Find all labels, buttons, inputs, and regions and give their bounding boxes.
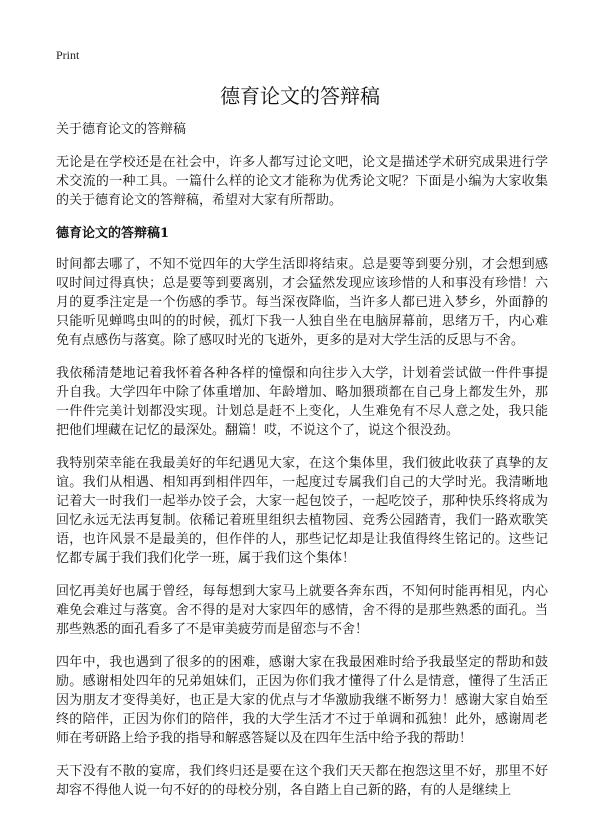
- body-paragraph: 回忆再美好也属于曾经，每每想到大家马上就要各奔东西，不知何时能再相见，内心难免会难过与落寞。舍不得的是对大家四年的感情，舍不得的是那些熟悉的面孔。当那些熟悉的面孔看多了不是审美疲劳而是留恋与不舍！: [56, 584, 548, 637]
- document-title: 德育论文的答辩稿: [220, 84, 380, 108]
- intro-paragraph: 无论是在学校还是在社会中，许多人都写过论文吧，论文是描述学术研究成果进行学术交流的一种工具。一篇什么样的论文才能称为优秀论文呢？下面是小编为大家收集的关于德育论文的答辩稿，希望对大家有所帮助。: [56, 155, 548, 208]
- section-heading: 德育论文的答辩稿1: [56, 226, 170, 241]
- body-paragraph: 天下没有不散的宴席，我们终归还是要在这个我们天天都在抱怨这里不好，那里不好却容不得他人说一句不好的的母校分别，各自踏上自己新的路，有的人是继续上: [56, 764, 548, 798]
- document-subtitle: 关于德育论文的答辩稿: [56, 122, 187, 137]
- body-paragraph: 我特别荣幸能在我最美好的年纪遇见大家，在这个集体里，我们彼此收获了真挚的友谊。我们从相遇、相知再到相伴四年，一起度过专属我们自己的大学时光。我清晰地记着大一时我们一起举办饺子会，大家一起包饺子，一起吃饺子，那种快乐终将成为回忆永远无法再复制。依稀记着班里组织去植物园、竞秀公园踏青，我们一路欢歌笑语，也许风景不是最美的，但作伴的人，那些记忆却是让我值得终生铭记的。这些记忆都专属于我们我们化学一班，属于我们这个集体！: [56, 456, 548, 566]
- body-paragraph: 我依稀清楚地记着我怀着各种各样的憧憬和向往步入大学，计划着尝试做一件件事提升自我。大学四年中除了体重增加、年龄增加、略加猥琐都在自己身上都发生外，那一件件完美计划都没实现。计划总是赶不上变化，人生难免有不尽人意之处，我只能把他们埋藏在记忆的最深处。翻篇！哎，不说这个了，说这个很没劲。: [56, 366, 548, 438]
- print-link[interactable]: Print: [56, 48, 80, 62]
- body-paragraph: 时间都去哪了，不知不觉四年的大学生活即将结束。总是要等到要分别，才会想到感叹时间过得真快；总是要等到要离别，才会猛然发现应该珍惜的人和事没有珍惜！六月的夏季注定是一个伤感的季节。每当深夜降临，当许多人都已进入梦乡，外面静的只能听见蝉鸣虫叫的的时候，孤灯下我一人独自坐在电脑屏幕前，思绪万千，内心难免有点感伤与落寞。除了感叹时光的飞逝外，更多的是对大学生活的反思与不舍。: [56, 257, 548, 348]
- body-paragraph: 四年中，我也遇到了很多的的困难，感谢大家在我最困难时给予我最坚定的帮助和鼓励。感谢相处四年的兄弟姐妹们，正因为你们我才懂得了什么是情意，懂得了生活正因为朋友才变得美好，也正是大家的优点与才华激励我继不断努力！感谢大家自始至终的陪伴，正因为你们的陪伴，我的大学生活才不过于单调和孤独！此外，感谢周老师在考研路上给予我的指导和解惑答疑以及在四年生活中给予我的帮助！: [56, 655, 548, 746]
- document-body: [56, 120, 548, 814]
